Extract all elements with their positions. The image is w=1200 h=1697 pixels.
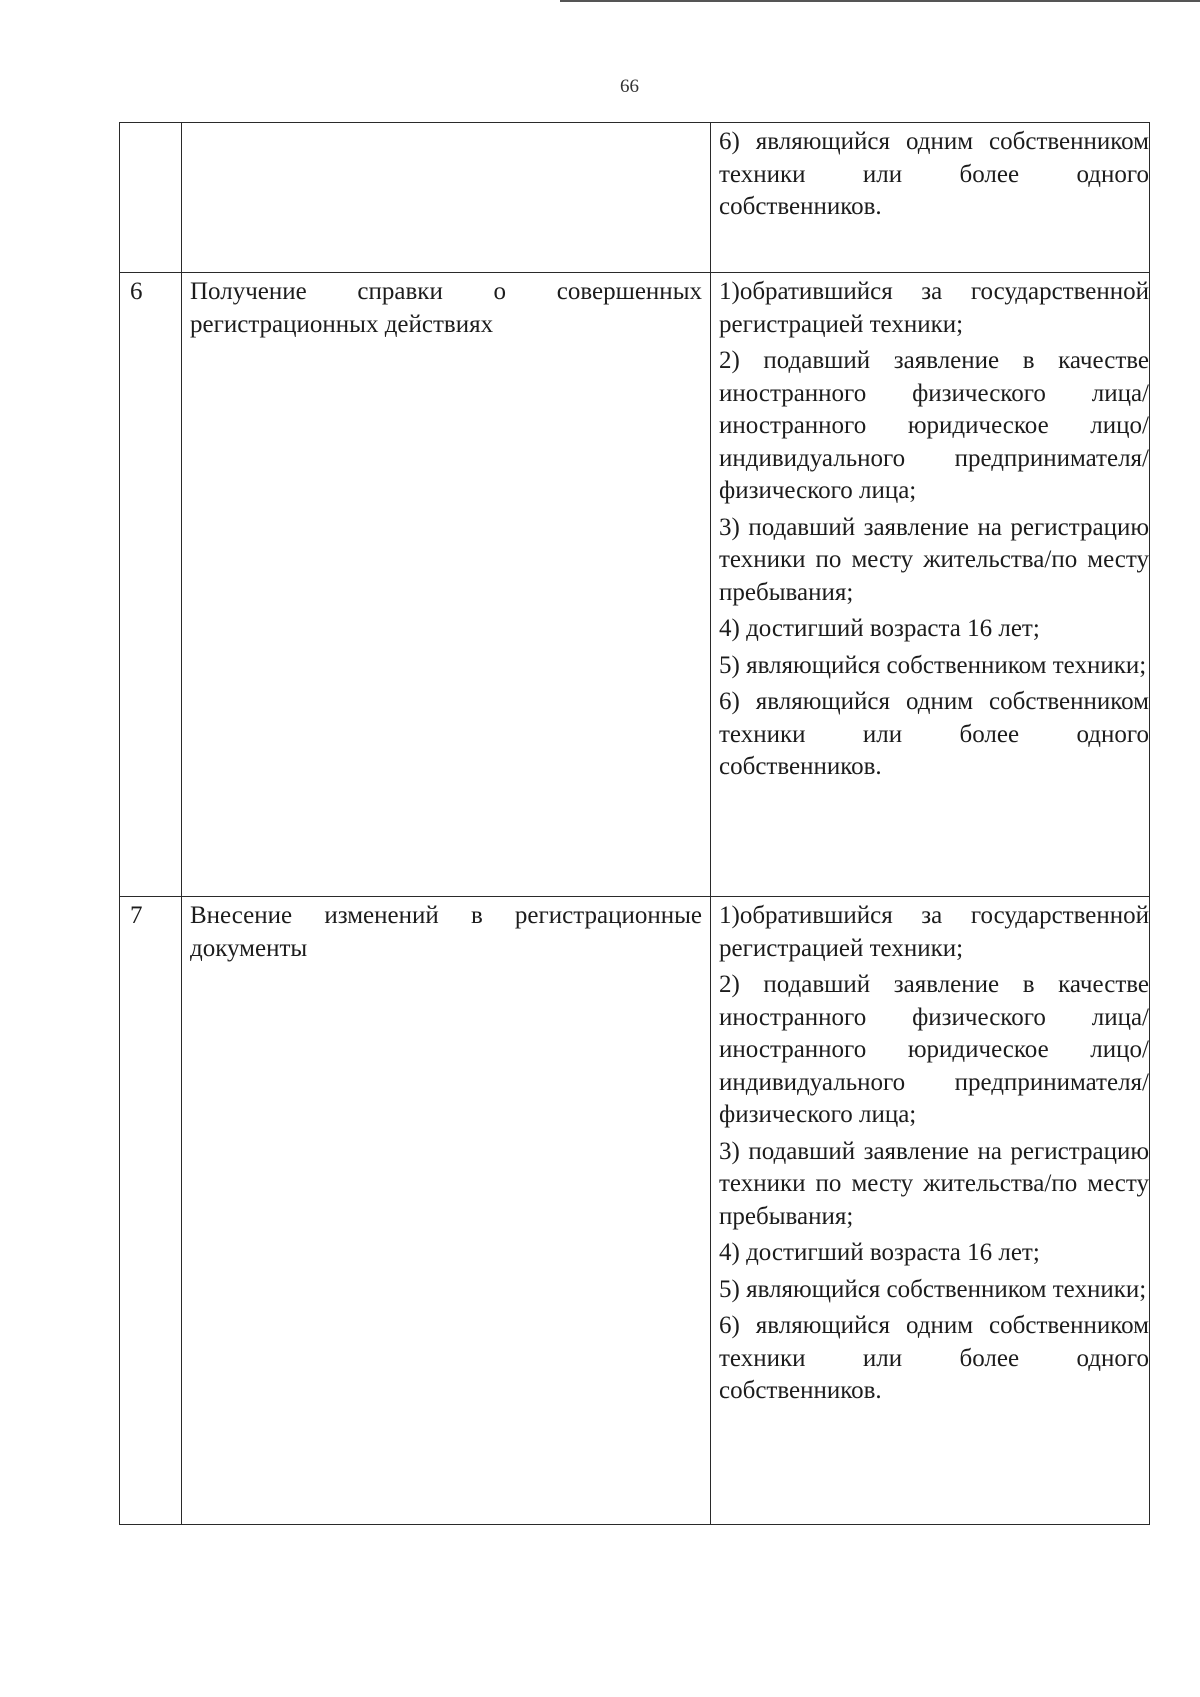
requirement-item: 5) являющийся собственником техники; — [719, 651, 1147, 679]
requirement-item: 6) являющийся одним собственником техники или более одного собственников. — [719, 688, 1149, 780]
requirement-item: 6) являющийся одним собственником техники или более одного собственников. — [719, 128, 1149, 220]
service-name-cell — [182, 123, 711, 273]
requirement-item: 3) подавший заявление на регистрацию техники по месту жительства/по месту пребывания; — [719, 1137, 1149, 1230]
requirement-item: 2) подавший заявление в качестве иностранного физического лица/ иностранного юридическое лицо/индивидуального предпринимателя/физического лица; — [719, 347, 1149, 504]
requirement-item: 1)обратившийся за государственной регистрацией техники; — [719, 902, 1149, 962]
requirement-item: 4) достигший возраста 16 лет; — [719, 1239, 1040, 1266]
row-number-cell: 6 — [120, 273, 182, 897]
table-row — [120, 273, 1150, 897]
requirement-item: 1)обратившийся за государственной регистрацией техники; — [719, 278, 1149, 338]
service-name-cell: Внесение изменений в регистрационные документы — [182, 897, 711, 1525]
requirement-item: 3) подавший заявление на регистрацию техники по месту жительства/по месту пребывания; — [719, 513, 1149, 606]
row-number-cell — [120, 123, 182, 273]
requirement-item: 2) подавший заявление в качестве иностранного физического лица/ иностранного юридическое лицо/индивидуального предпринимателя/физического лица; — [719, 971, 1149, 1128]
service-name-cell: Получение справки о совершенных регистрационных действиях — [182, 273, 711, 897]
requirement-item: 6) являющийся одним собственником техники или более одного собственников. — [719, 1312, 1149, 1404]
applicant-requirements-cell — [711, 123, 1150, 273]
row-number-cell: 7 — [120, 897, 182, 1525]
scan-edge-line — [560, 0, 1200, 2]
applicant-requirements-cell — [711, 897, 1150, 1525]
requirement-item: 4) достигший возраста 16 лет; — [719, 615, 1040, 642]
table-row — [120, 897, 1150, 1525]
requirement-item: 5) являющийся собственником техники; — [719, 1275, 1147, 1303]
applicant-requirements-cell — [711, 273, 1150, 897]
table-row-continuation — [120, 123, 1150, 273]
page-number: 66 — [620, 76, 639, 97]
registration-actions-table — [119, 122, 1150, 1525]
